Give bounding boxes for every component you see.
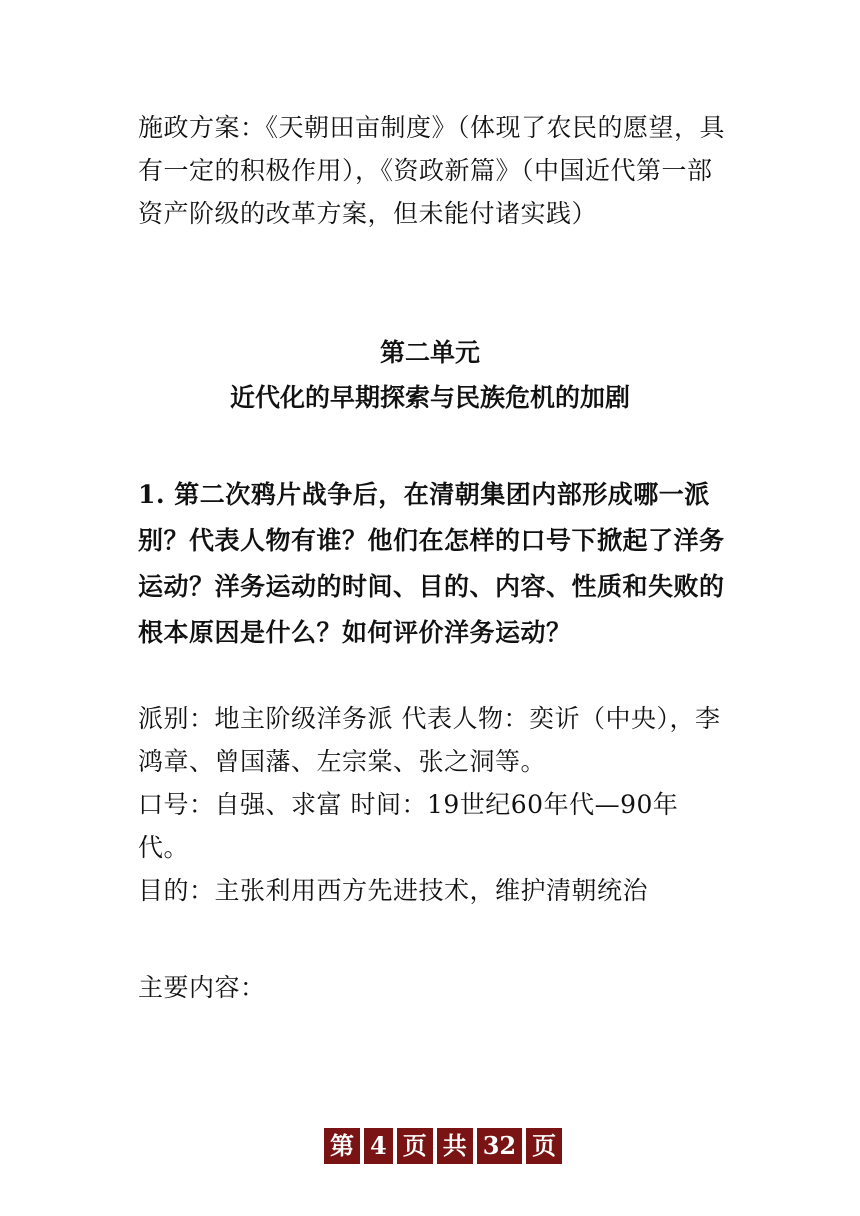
intro-paragraph: 施政方案：《天朝田亩制度》（体现了农民的愿望，具有一定的积极作用），《资政新篇》（中国近代第一部资产阶级的改革方案，但未能付诸实践）: [138, 113, 726, 228]
question-1: 1. 第二次鸦片战争后，在清朝集团内部形成哪一派别？代表人物有谁？他们在怎样的口号下掀起了洋务运动？洋务运动的时间、目的、内容、性质和失败的根本原因是什么？如何评价洋务运动？: [138, 480, 725, 647]
answer-main-content: 主要内容：: [138, 973, 266, 1002]
footer-prefix: 第: [324, 1128, 360, 1164]
footer-total-word: 共: [437, 1128, 473, 1164]
footer-suffix: 页: [526, 1128, 562, 1164]
footer-total-pages: 32: [477, 1128, 522, 1164]
footer-page-word: 页: [397, 1128, 433, 1164]
answer-slogan-time: 口号：自强、求富 时间：19世纪60年代—90年代。: [138, 790, 679, 862]
page-number-footer: [324, 1128, 562, 1164]
unit-title: 第二单元: [379, 338, 480, 367]
unit-subtitle: 近代化的早期探索与民族危机的加剧: [229, 383, 630, 412]
answer-purpose: 目的：主张利用西方先进技术，维护清朝统治: [138, 876, 649, 905]
answer-faction: 派别：地主阶级洋务派 代表人物：奕䜣（中央），李鸿章、曾国藩、左宗棠、张之洞等。: [138, 704, 721, 776]
footer-current-page: 4: [364, 1128, 393, 1164]
